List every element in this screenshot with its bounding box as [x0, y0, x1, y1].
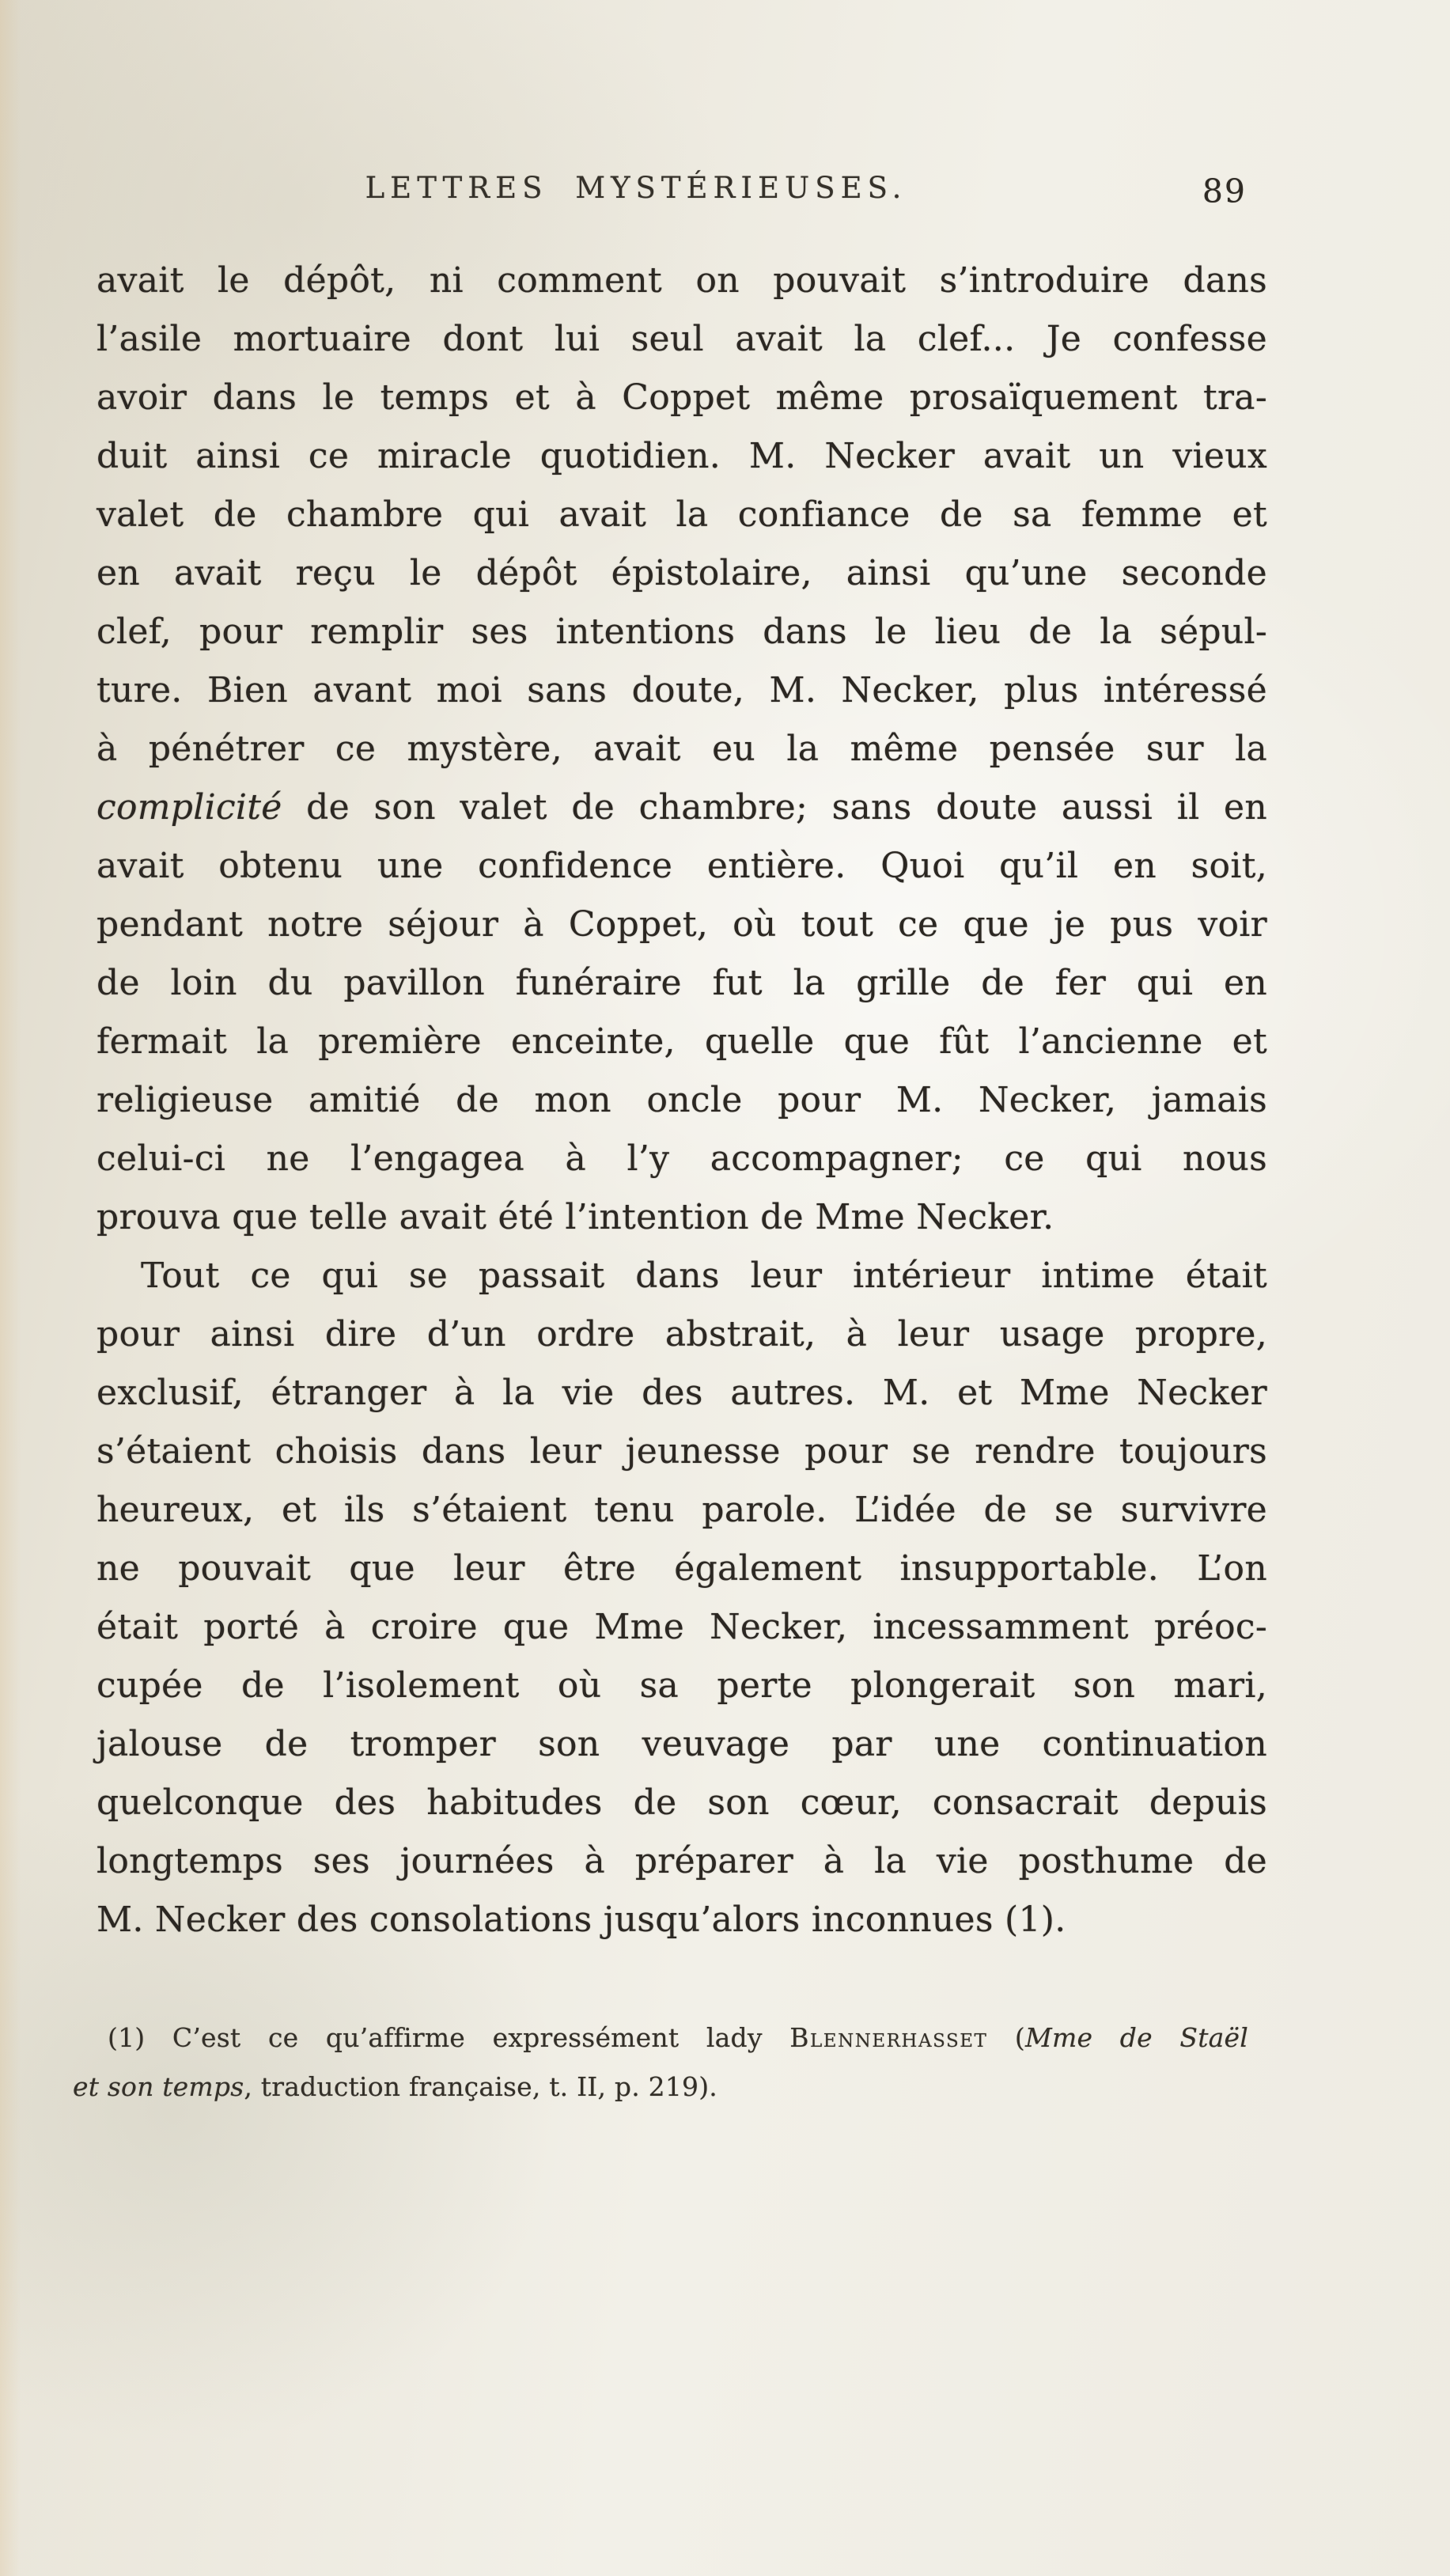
text-segment: cupée de l’isolement où sa perte plongerait son mari,: [97, 1665, 1267, 1706]
text-segment: Tout ce qui se passait dans leur intérieur intime était: [141, 1256, 1267, 1296]
text-line: [97, 1364, 1267, 1422]
text-segment: fermait la première enceinte, quelle que fût l’ancienne et: [97, 1021, 1267, 1062]
text-line: [97, 1305, 1267, 1364]
text-line: [97, 837, 1267, 896]
text-segment: pendant notre séjour à Coppet, où tout ce que je pus voir: [97, 904, 1267, 945]
page-header: [97, 171, 1267, 218]
text-segment: (1) C’est ce qu’affirme expressément lady: [108, 2022, 790, 2053]
text-line: [73, 2063, 1248, 2112]
text-segment: pour ainsi dire d’un ordre abstrait, à leur usage propre,: [97, 1314, 1267, 1354]
text-segment: celui-ci ne l’engagea à l’y accompagner; ce qui nous: [97, 1138, 1267, 1179]
text-segment: à pénétrer ce mystère, avait eu la même pensée sur la: [97, 729, 1267, 769]
page-number: 89: [1202, 172, 1247, 210]
running-title: LETTRES MYSTÉRIEUSES.: [365, 171, 907, 205]
text-segment: , traduction française, t. II, p. 219).: [244, 2071, 717, 2102]
text-line: [97, 544, 1267, 603]
text-segment: clef, pour remplir ses intentions dans le lieu de la sépul-: [97, 612, 1267, 652]
text-line: [97, 1247, 1267, 1305]
text-line: [97, 1832, 1267, 1891]
text-segment: était porté à croire que Mme Necker, incessamment préoc-: [97, 1607, 1267, 1647]
text-line: [97, 1130, 1267, 1188]
text-line: [97, 1540, 1267, 1598]
text-line: [97, 1774, 1267, 1832]
text-line: [97, 1481, 1267, 1540]
italic-text-segment: complicité: [97, 787, 282, 828]
text-segment: quelconque des habitudes de son cœur, consacrait depuis: [97, 1782, 1267, 1823]
text-line: [97, 486, 1267, 544]
text-segment: de loin du pavillon funéraire fut la grille de fer qui en: [97, 963, 1267, 1003]
text-segment: avoir dans le temps et à Coppet même prosaïquement tra-: [97, 377, 1267, 418]
text-segment: longtemps ses journées à préparer à la vie posthume de: [97, 1841, 1267, 1881]
text-segment: valet de chambre qui avait la confiance de sa femme et: [97, 494, 1267, 535]
text-segment: prouva que telle avait été l’intention de Mme Necker.: [97, 1197, 1054, 1237]
text-line: [97, 1071, 1267, 1130]
text-segment: jalouse de tromper son veuvage par une continuation: [97, 1724, 1267, 1764]
text-line: [97, 369, 1267, 427]
smallcaps-text-segment: Blennerhasset: [789, 2022, 988, 2053]
text-line: [97, 661, 1267, 720]
text-segment: s’étaient choisis dans leur jeunesse pour se rendre toujours: [97, 1431, 1267, 1472]
text-line: [97, 1657, 1267, 1715]
text-segment: duit ainsi ce miracle quotidien. M. Necker avait un vieux: [97, 436, 1267, 476]
text-segment: M. Necker des consolations jusqu’alors inconnues (1).: [97, 1900, 1066, 1940]
footnote: [73, 2013, 1248, 2112]
text-segment: ture. Bien avant moi sans doute, M. Necker, plus intéressé: [97, 670, 1267, 710]
text-segment: avait le dépôt, ni comment on pouvait s’introduire dans: [97, 260, 1267, 301]
text-segment: de son valet de chambre; sans doute aussi il en: [282, 787, 1267, 828]
text-segment: en avait reçu le dépôt épistolaire, ainsi qu’une seconde: [97, 553, 1267, 593]
text-line: [97, 720, 1267, 778]
text-line: [97, 954, 1267, 1013]
text-line: [97, 1891, 1267, 1949]
text-line: [97, 1598, 1267, 1657]
text-line: [97, 427, 1267, 486]
text-segment: religieuse amitié de mon oncle pour M. Necker, jamais: [97, 1080, 1267, 1120]
text-segment: heureux, et ils s’étaient tenu parole. L’idée de se survivre: [97, 1490, 1267, 1530]
text-line: [97, 1715, 1267, 1774]
text-line: [97, 778, 1267, 837]
text-line: [73, 2013, 1248, 2063]
text-line: [97, 310, 1267, 369]
text-line: [97, 1013, 1267, 1071]
text-line: [97, 252, 1267, 310]
italic-text-segment: et son temps: [73, 2071, 244, 2102]
text-segment: avait obtenu une confidence entière. Quoi qu’il en soit,: [97, 846, 1267, 886]
text-segment: (: [987, 2022, 1025, 2053]
text-line: [97, 896, 1267, 954]
text-line: [97, 1188, 1267, 1247]
body-text: [97, 252, 1267, 1949]
text-line: [97, 1422, 1267, 1481]
italic-text-segment: Mme de Staël: [1024, 2022, 1249, 2053]
text-segment: exclusif, étranger à la vie des autres. M. et Mme Necker: [97, 1373, 1267, 1413]
text-segment: l’asile mortuaire dont lui seul avait la clef... Je confesse: [97, 319, 1267, 359]
text-segment: ne pouvait que leur être également insupportable. L’on: [97, 1548, 1267, 1589]
text-line: [97, 603, 1267, 661]
